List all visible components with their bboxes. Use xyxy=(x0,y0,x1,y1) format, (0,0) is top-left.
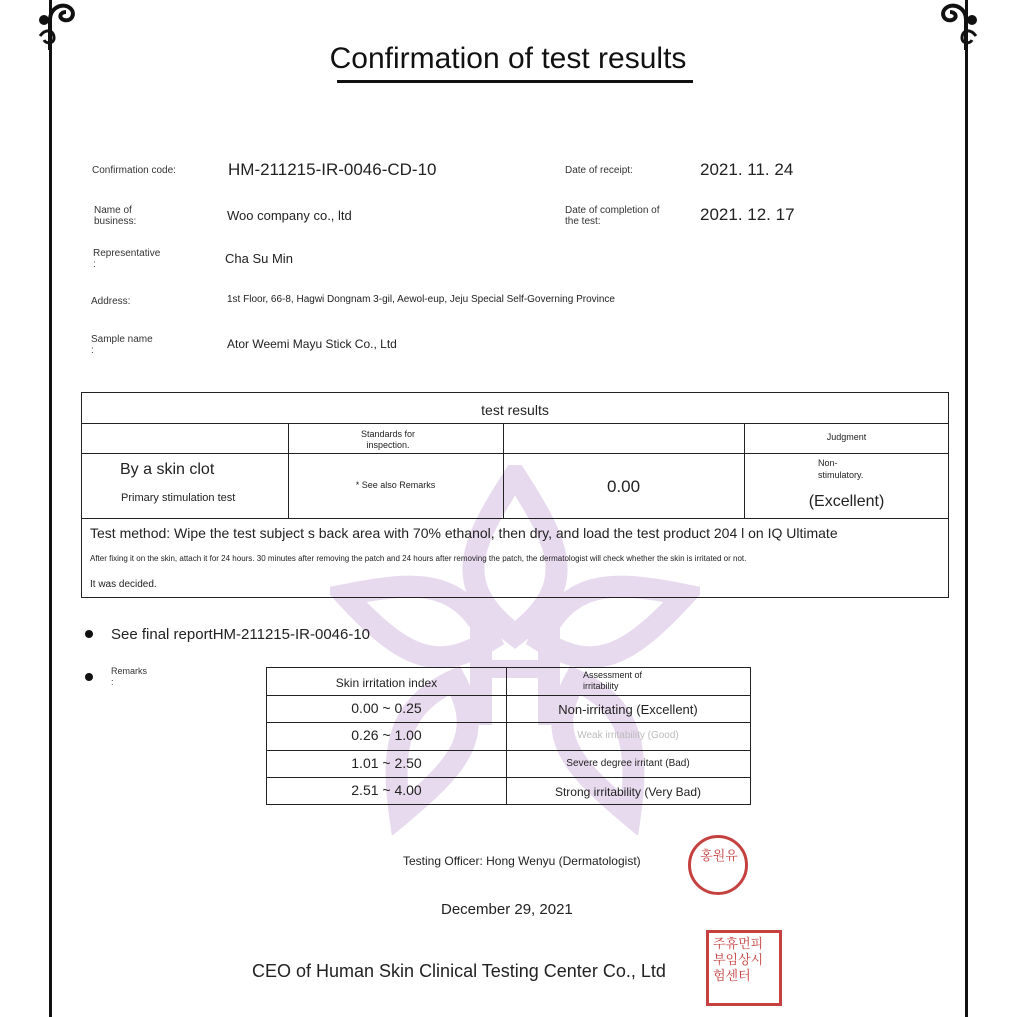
table-row-assessment: Weak irritability (Good) xyxy=(577,730,679,741)
table-row-assessment: Non-irritating (Excellent) xyxy=(558,702,698,717)
document-title: Confirmation of test results xyxy=(329,42,687,75)
judgment-line3: (Excellent) xyxy=(808,493,885,510)
table-row-range: 0.26 ~ 1.00 xyxy=(351,727,422,743)
right-border xyxy=(965,0,968,1017)
row-divider xyxy=(267,777,750,778)
standards-header-line1: Standards for xyxy=(360,429,416,439)
method-line2: After fixing it on the skin, attach it for 24 hours. 30 minutes after removing the patch and 24 hours after removing the patch, the dermatologist will check whether the skin is irritated or not. xyxy=(90,554,747,563)
address-label: Address: xyxy=(91,296,131,307)
business-label-line2: business: xyxy=(94,216,137,227)
completion-label-line2: the test: xyxy=(565,216,601,227)
business-name: Woo company co., ltd xyxy=(227,208,352,223)
table-row-range: 2.51 ~ 4.00 xyxy=(351,782,422,798)
left-border xyxy=(49,0,52,1017)
judgment-line1: Non- xyxy=(818,458,838,468)
bullet-icon xyxy=(85,630,93,638)
officer-seal-text: 홍원유 xyxy=(700,849,738,864)
representative-label-line2: : xyxy=(93,259,96,270)
method-line3: It was decided. xyxy=(90,579,157,590)
row-divider xyxy=(267,750,750,751)
judgment-header: Judgment xyxy=(826,432,867,442)
col-divider xyxy=(503,423,504,518)
bullet-icon xyxy=(85,673,93,681)
table-row-range: 1.01 ~ 2.50 xyxy=(351,755,422,771)
completion-label-line1: Date of completion of xyxy=(565,205,660,216)
final-report-text: See final reportHM-211215-IR-0046-10 xyxy=(111,626,371,643)
standards-value: * See also Remarks xyxy=(355,480,436,490)
method-line1: Test method: Wipe the test subject s back area with 70% ethanol, then dry, and load the test product 204 l on IQ Ultimate xyxy=(90,525,838,541)
standards-header-line2: inspection. xyxy=(366,440,410,450)
officer-seal-icon xyxy=(688,835,748,895)
table-row-assessment: Strong irritability (Very Bad) xyxy=(554,785,702,799)
company-seal-text: 주휴먼피부임상시험센터 xyxy=(713,937,764,984)
results-heading: test results xyxy=(481,402,549,418)
date-receipt-label: Date of receipt: xyxy=(565,165,633,176)
test-results-table xyxy=(81,392,949,598)
sample-label-line2: : xyxy=(91,345,94,356)
remarks-label-line2: : xyxy=(111,677,114,687)
title-underline xyxy=(337,80,693,83)
score-value: 0.00 xyxy=(606,477,641,496)
table-row-assessment: Severe degree irritant (Bad) xyxy=(566,758,690,769)
sample-label-line1: Sample name xyxy=(91,334,153,345)
row-divider xyxy=(82,518,948,519)
row-divider xyxy=(267,695,750,696)
remarks-label-line1: Remarks xyxy=(111,666,148,676)
irritation-index-table xyxy=(266,667,751,805)
assessment-header-line1: Assessment of xyxy=(583,670,643,680)
completion-date: 2021. 12. 17 xyxy=(700,205,795,224)
row-divider xyxy=(82,453,948,454)
date-receipt: 2021. 11. 24 xyxy=(700,160,794,179)
company-seal-icon xyxy=(706,930,782,1006)
testing-officer: Testing Officer: Hong Wenyu (Dermatologist) xyxy=(403,854,641,868)
row-divider xyxy=(267,722,750,723)
sample-name: Ator Weemi Mayu Stick Co., Ltd xyxy=(227,337,397,351)
business-label-line1: Name of xyxy=(94,205,132,216)
table-row-range: 0.00 ~ 0.25 xyxy=(351,700,422,716)
row-divider xyxy=(82,423,948,424)
judgment-line2: stimulatory. xyxy=(818,470,864,480)
test-name: By a skin clot xyxy=(120,461,215,478)
confirmation-code-label: Confirmation code: xyxy=(92,165,176,176)
test-subtitle: Primary stimulation test xyxy=(121,492,236,504)
representative-name: Cha Su Min xyxy=(225,251,293,266)
address-value: 1st Floor, 66-8, Hagwi Dongnam 3-gil, Aewol-eup, Jeju Special Self-Governing Province xyxy=(227,294,615,305)
ceo-line: CEO of Human Skin Clinical Testing Center Co., Ltd xyxy=(252,961,666,981)
document-date: December 29, 2021 xyxy=(441,901,573,918)
assessment-header-line2: irritability xyxy=(583,681,619,691)
index-header: Skin irritation index xyxy=(335,676,438,690)
representative-label-line1: Representative xyxy=(93,248,161,259)
confirmation-code: HM-211215-IR-0046-CD-10 xyxy=(228,160,437,179)
